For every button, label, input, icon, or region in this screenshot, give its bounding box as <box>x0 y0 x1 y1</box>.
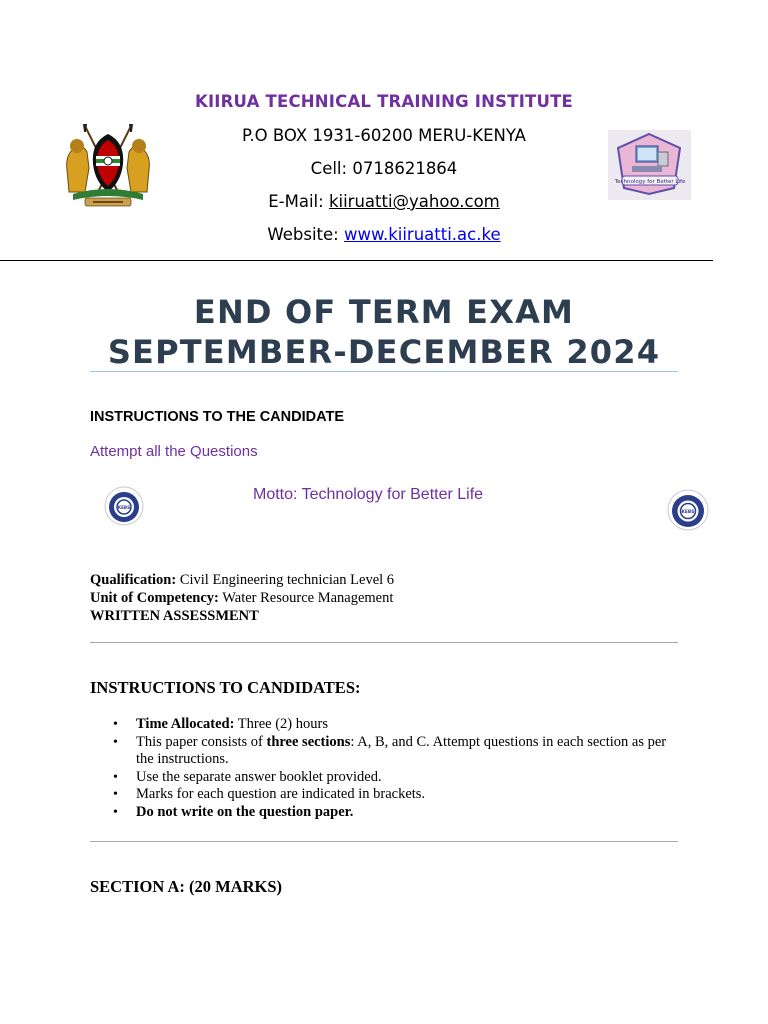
kebs-label-left: KEBS <box>117 505 131 510</box>
qualification-label: Qualification: <box>90 572 177 588</box>
email-label: E-Mail: <box>268 192 329 211</box>
sections-text-bold: three sections <box>266 733 351 750</box>
kebs-badge-left <box>104 486 144 526</box>
cell-number: 0718621864 <box>352 159 458 178</box>
cell-label: Cell: <box>310 159 353 178</box>
assessment-meta <box>90 571 394 625</box>
list-item: • Use the separate answer booklet provided. <box>90 769 680 787</box>
kebs-badge-right <box>667 489 709 531</box>
list-item: • Marks for each question are indicated in brackets. <box>90 786 680 804</box>
no-write-warning: Do not write on the question paper. <box>136 803 354 820</box>
qualification-value: Civil Engineering technician Level 6 <box>176 572 395 588</box>
instructions-heading: INSTRUCTIONS TO THE CANDIDATE <box>90 409 345 425</box>
website-label: Website: <box>267 225 344 244</box>
qualification-line <box>90 571 394 589</box>
logo-caption: Technology for Better Life <box>614 179 686 185</box>
institute-name: KIIRUA TECHNICAL TRAINING INSTITUTE <box>194 92 574 111</box>
unit-label: Unit of Competency: <box>90 590 219 606</box>
unit-value: Water Resource Management <box>218 590 394 606</box>
list-item <box>90 734 680 769</box>
attempt-all-text: Attempt all the Questions <box>90 443 258 460</box>
website-line <box>0 225 768 244</box>
divider-2 <box>90 841 678 842</box>
section-a-heading: SECTION A: (20 MARKS) <box>90 877 283 896</box>
candidates-heading: INSTRUCTIONS TO CANDIDATES: <box>90 678 361 697</box>
time-allocated-label: Time Allocated: <box>136 716 235 732</box>
sections-text-post: : A, B, and C. Attempt questions in each section as per the instructions. <box>136 733 667 767</box>
exam-title-line2: SEPTEMBER-DECEMBER 2024 <box>107 333 661 371</box>
exam-title-line1: END OF TERM EXAM <box>193 293 575 331</box>
email-line <box>0 192 768 211</box>
exam-title <box>0 292 768 372</box>
time-allocated-value: Three (2) hours <box>234 716 328 732</box>
list-item <box>90 716 680 734</box>
divider-1 <box>90 642 678 643</box>
unit-line <box>90 589 394 607</box>
motto-text: Motto: Technology for Better Life <box>253 486 484 503</box>
sections-text-pre: This paper consists of <box>136 733 267 750</box>
header-divider <box>0 260 713 261</box>
kebs-label-right: KEBS <box>681 510 695 515</box>
email-link[interactable]: kiiruatti@yahoo.com <box>328 192 500 211</box>
written-assessment-label: WRITTEN ASSESSMENT <box>90 608 259 624</box>
website-link[interactable]: www.kiiruatti.ac.ke <box>343 225 501 244</box>
address-line: P.O BOX 1931-60200 MERU-KENYA <box>242 126 526 145</box>
list-item <box>90 804 680 822</box>
instructions-list <box>90 716 680 821</box>
cell-line <box>0 159 768 178</box>
written-assessment-line <box>90 607 394 625</box>
title-underline <box>90 371 678 372</box>
